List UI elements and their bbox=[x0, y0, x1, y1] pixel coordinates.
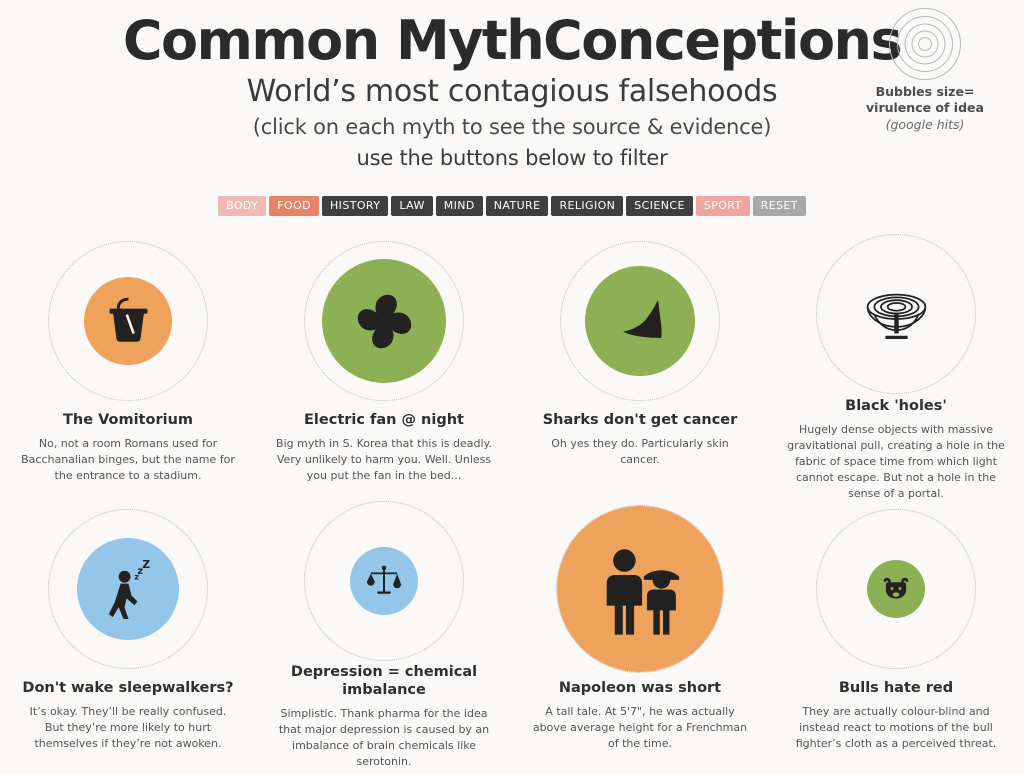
filter-hint: use the buttons below to filter bbox=[356, 146, 668, 170]
bubble-area bbox=[512, 500, 768, 678]
shark-fin-icon bbox=[606, 287, 674, 355]
myth-grid bbox=[0, 232, 1024, 772]
myth-description: Hugely dense objects with massive gravitational pull, creating a hole in the fabric of space time from which light cannot escape. But not a hole in the sense of a portal. bbox=[787, 423, 1005, 501]
myth-title: Don't wake sleepwalkers? bbox=[22, 680, 234, 696]
myth-title: Black 'holes' bbox=[845, 397, 947, 414]
page-subtitle: World’s most contagious falsehoods bbox=[246, 74, 778, 109]
myth-bubble-card[interactable] bbox=[768, 500, 1024, 770]
myth-title: Depression = chemical imbalance bbox=[290, 664, 478, 698]
myth-title: Sharks don't get cancer bbox=[542, 412, 738, 428]
bubble-area bbox=[0, 232, 256, 410]
myth-description: Oh yes they do. Particularly skin cancer. bbox=[551, 437, 729, 467]
legend-line-2: virulence of idea bbox=[866, 100, 984, 116]
filter-button-science[interactable]: SCIENCE bbox=[626, 196, 693, 216]
myth-description: Big myth in S. Korea that this is deadly. Very unlikely to harm you. Well. Unless you put the fan in the bed... bbox=[276, 437, 492, 483]
myth-bubble-card[interactable] bbox=[0, 500, 256, 770]
myth-bubble-card[interactable] bbox=[0, 232, 256, 502]
svg-text:z: z bbox=[136, 565, 143, 577]
filter-button-law[interactable]: LAW bbox=[391, 196, 432, 216]
myth-description: Simplistic. Thank pharma for the idea that major depression is caused by an imbalance of brain chemicals like serotonin. bbox=[278, 707, 490, 769]
svg-text:Z: Z bbox=[141, 557, 150, 571]
bubble-area bbox=[512, 232, 768, 410]
bucket-icon bbox=[101, 294, 156, 349]
bubble-area bbox=[256, 500, 512, 662]
bubble-area bbox=[768, 232, 1024, 396]
page-title: Common MythConceptions bbox=[122, 9, 902, 72]
myth-bubble[interactable] bbox=[839, 257, 953, 371]
filter-button-mind[interactable]: MIND bbox=[436, 196, 483, 216]
bubble-size-legend bbox=[840, 8, 1010, 133]
filter-button-bar[interactable] bbox=[0, 196, 1024, 216]
myth-bubble[interactable] bbox=[350, 547, 418, 615]
myth-title: Bulls hate red bbox=[838, 680, 954, 696]
myth-row-2 bbox=[0, 500, 1024, 770]
filter-button-history[interactable]: HISTORY bbox=[322, 196, 388, 216]
myth-row-1 bbox=[0, 232, 1024, 502]
myth-title: Electric fan @ night bbox=[304, 412, 464, 428]
bubble-area bbox=[0, 500, 256, 678]
filter-button-nature[interactable]: NATURE bbox=[486, 196, 549, 216]
legend-line-1: Bubbles size= bbox=[875, 84, 975, 99]
myth-bubble-card[interactable] bbox=[768, 232, 1024, 502]
filter-button-sport[interactable]: SPORT bbox=[696, 196, 750, 216]
bubble-area bbox=[256, 232, 512, 410]
myth-description: They are actually colour-blind and instead react to motions of the bull fighter’s cloth as a perceived threat. bbox=[795, 705, 997, 751]
myth-bubble[interactable] bbox=[84, 277, 172, 365]
bull-icon bbox=[878, 571, 914, 607]
myth-bubble[interactable] bbox=[77, 538, 179, 640]
two-people-icon bbox=[589, 538, 692, 641]
filter-button-religion[interactable]: RELIGION bbox=[551, 196, 623, 216]
filter-button-reset[interactable]: RESET bbox=[753, 196, 806, 216]
myth-bubble-card[interactable] bbox=[256, 500, 512, 770]
fan-icon bbox=[346, 283, 423, 360]
myth-bubble-card[interactable] bbox=[256, 232, 512, 502]
svg-text:z: z bbox=[133, 572, 139, 582]
sleepwalker-icon bbox=[97, 558, 160, 621]
myth-title: Napoleon was short bbox=[558, 680, 722, 696]
black-hole-icon bbox=[861, 278, 932, 349]
myth-description: A tall tale. At 5'7", he was actually above average height for a Frenchman of the time. bbox=[532, 705, 748, 751]
click-hint: (click on each myth to see the source & evidence) bbox=[252, 115, 772, 139]
myth-description: No, not a room Romans used for Bacchanalian binges, but the name for the entrance to a stadium. bbox=[21, 437, 235, 483]
legend-line-3: (google hits) bbox=[885, 116, 965, 132]
concentric-circles-icon bbox=[883, 8, 967, 80]
myth-bubble[interactable] bbox=[557, 506, 723, 672]
myth-bubble[interactable] bbox=[867, 560, 925, 618]
myth-bubble[interactable] bbox=[322, 259, 446, 383]
myth-bubble-card[interactable] bbox=[512, 500, 768, 770]
filter-button-food[interactable]: FOOD bbox=[269, 196, 319, 216]
legend-text bbox=[840, 84, 1010, 133]
scales-icon bbox=[363, 560, 405, 602]
myth-description: It’s okay. They’ll be really confused. But they’re more likely to hurt themselves if they’re not awoken. bbox=[29, 705, 227, 751]
filter-button-body[interactable]: BODY bbox=[218, 196, 266, 216]
myth-title: The Vomitorium bbox=[62, 412, 193, 428]
bubble-area bbox=[768, 500, 1024, 678]
myth-bubble[interactable] bbox=[585, 266, 695, 376]
myth-bubble-card[interactable] bbox=[512, 232, 768, 502]
